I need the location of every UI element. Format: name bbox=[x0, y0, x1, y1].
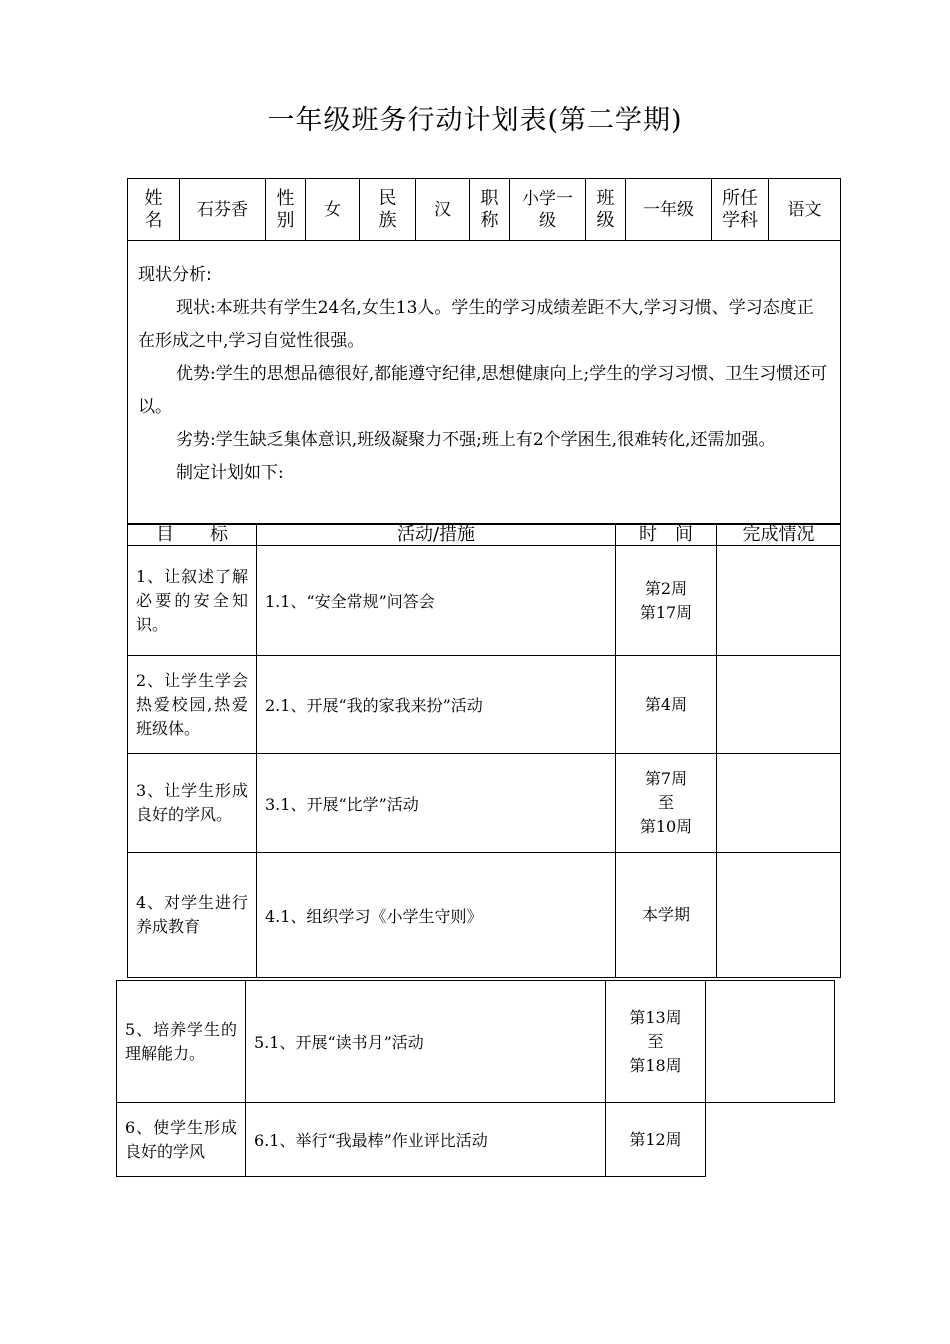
table-row bbox=[117, 1103, 835, 1177]
header-activity: 活动/措施 bbox=[257, 524, 616, 546]
name-value: 石芬香 bbox=[180, 179, 266, 241]
status-cell bbox=[717, 853, 841, 978]
ethnic-value: 汉 bbox=[416, 179, 470, 241]
table-row bbox=[128, 754, 841, 853]
table-row bbox=[117, 981, 835, 1103]
weakness-label: 劣势 bbox=[176, 430, 210, 450]
activity-cell: 2.1、开展“我的家我来扮”活动 bbox=[257, 656, 616, 754]
time-cell: 第13周 至 第18周 bbox=[606, 981, 706, 1103]
subject-value: 语文 bbox=[769, 179, 841, 241]
time-cell: 本学期 bbox=[616, 853, 717, 978]
activity-cell: 3.1、开展“比学”活动 bbox=[257, 754, 616, 853]
header-time: 时 间 bbox=[616, 524, 717, 546]
plan-table-top bbox=[127, 178, 841, 525]
goal-cell: 5、培养学生的理解能力。 bbox=[117, 981, 246, 1103]
subject-label: 所任学科 bbox=[712, 179, 769, 241]
time-cell: 第2周 第17周 bbox=[616, 546, 717, 656]
page-title: 一年级班务行动计划表(第二学期) bbox=[267, 105, 683, 136]
class-label: 班级 bbox=[586, 179, 626, 241]
strength-text: :学生的思想品德很好,都能遵守纪律,思想健康向上;学生的学习习惯、卫生习惯还可以。 bbox=[138, 364, 828, 417]
plan-table-bottom bbox=[116, 980, 835, 1177]
status-cell bbox=[717, 754, 841, 853]
header-goal: 目 标 bbox=[128, 524, 257, 546]
goal-cell: 1、让叙述了解必要的安全知识。 bbox=[128, 546, 257, 656]
plan-table-main bbox=[127, 523, 841, 978]
status-cell bbox=[706, 981, 835, 1103]
goal-cell: 4、对学生进行养成教育 bbox=[128, 853, 257, 978]
ethnic-label: 民族 bbox=[360, 179, 416, 241]
analysis-row bbox=[128, 241, 841, 525]
weakness-paragraph bbox=[138, 424, 830, 457]
gender-value: 女 bbox=[306, 179, 360, 241]
time-cell: 第7周 至 第10周 bbox=[616, 754, 717, 853]
plan-intro: 制定计划如下: bbox=[176, 463, 284, 483]
header-status: 完成情况 bbox=[717, 524, 841, 546]
rank-label: 职称 bbox=[470, 179, 510, 241]
strength-paragraph bbox=[138, 358, 830, 424]
time-cell: 第4周 bbox=[616, 656, 717, 754]
info-row bbox=[128, 179, 841, 241]
name-label: 姓名 bbox=[128, 179, 180, 241]
activity-cell: 6.1、举行“我最棒”作业评比活动 bbox=[246, 1103, 606, 1177]
activity-cell: 4.1、组织学习《小学生守则》 bbox=[257, 853, 616, 978]
table-row bbox=[128, 656, 841, 754]
activity-cell: 1.1、“安全常规”问答会 bbox=[257, 546, 616, 656]
status-text: :本班共有学生24名,女生13人。学生的学习成绩差距不大,学习习惯、学习态度正在形成之中,学习自觉性很强。 bbox=[138, 298, 814, 351]
analysis-cell bbox=[128, 241, 841, 525]
goal-cell: 3、让学生形成良好的学风。 bbox=[128, 754, 257, 853]
gender-label: 性别 bbox=[266, 179, 306, 241]
activity-cell: 5.1、开展“读书月”活动 bbox=[246, 981, 606, 1103]
class-value: 一年级 bbox=[626, 179, 712, 241]
status-cell bbox=[717, 656, 841, 754]
status-cell bbox=[717, 546, 841, 656]
status-cell bbox=[706, 1103, 835, 1177]
goal-cell: 6、使学生形成良好的学风 bbox=[117, 1103, 246, 1177]
analysis-heading: 现状分析: bbox=[138, 265, 212, 285]
rank-value: 小学一级 bbox=[510, 179, 586, 241]
table-row bbox=[128, 546, 841, 656]
goal-cell: 2、让学生学会热爱校园,热爱班级体。 bbox=[128, 656, 257, 754]
strength-label: 优势 bbox=[176, 364, 210, 384]
plan-header-row bbox=[128, 524, 841, 546]
status-label: 现状 bbox=[176, 298, 210, 318]
status-paragraph bbox=[138, 292, 830, 358]
weakness-text: :学生缺乏集体意识,班级凝聚力不强;班上有2个学困生,很难转化,还需加强。 bbox=[210, 430, 776, 450]
table-row bbox=[128, 853, 841, 978]
time-cell: 第12周 bbox=[606, 1103, 706, 1177]
